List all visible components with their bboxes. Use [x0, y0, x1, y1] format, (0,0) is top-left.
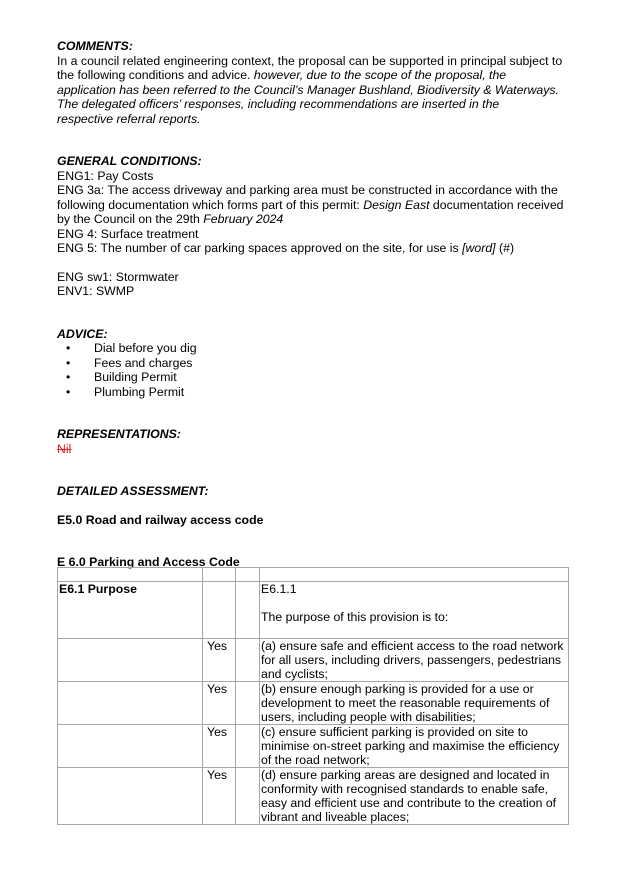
condition-eng3a-cont: following documentation which forms part of this permit: Design East documentation received: [57, 197, 564, 212]
condition-env1: ENV1: SWMP: [57, 284, 135, 298]
bullet-icon: •: [66, 384, 71, 399]
comments-line: the following conditions and advice. however, due to the scope of the proposal, the: [57, 68, 507, 82]
detailed-assessment-heading: DETAILED ASSESSMENT:: [57, 484, 209, 498]
table-row: [58, 568, 569, 582]
clause-intro: The purpose of this provision is to:: [261, 610, 449, 624]
clause-number: E6.1.1: [261, 582, 297, 596]
comments-text: [57, 54, 569, 127]
list-item: • Building Permit: [66, 370, 177, 384]
comments-line: respective referral reports.: [57, 111, 201, 126]
assessment-table: [57, 567, 569, 825]
representations-heading: REPRESENTATIONS:: [57, 427, 181, 441]
table-row: Yes (c) ensure sufficient parking is provided on site to minimise on-street parking and maximise the efficiency of the road network;: [58, 725, 569, 768]
comments-heading: COMMENTS:: [57, 39, 133, 53]
condition-eng3a-cont: by the Council on the 29th February 2024: [57, 212, 284, 226]
advice-heading: ADVICE:: [57, 326, 108, 341]
condition-engsw1: ENG sw1: Stormwater: [57, 269, 179, 284]
status-value: Yes: [207, 639, 228, 653]
comments-line: The delegated officers’ responses, including recommendations are inserted in the: [57, 97, 500, 111]
condition-eng1: ENG1: Pay Costs: [57, 168, 154, 183]
list-item: • Dial before you dig: [66, 341, 197, 355]
table-row: [58, 582, 569, 639]
comments-line: application has been referred to the Council’s Manager Bushland, Biodiversity & Waterways.: [57, 82, 559, 97]
representations-value: Nil: [57, 441, 72, 456]
purpose-label: E6.1 Purpose: [59, 582, 137, 596]
table-row: Yes (b) ensure enough parking is provided for a use or development to meet the reasonable requirements of users, including people with disabilities;: [58, 682, 569, 725]
status-value: Yes: [207, 725, 228, 739]
list-item: • Fees and charges: [66, 355, 193, 370]
condition-eng3a: ENG 3a: The access driveway and parking area must be constructed in accordance with the: [57, 183, 558, 197]
table-row: Yes (a) ensure safe and efficient access to the road network for all users, including drivers, passengers, pedestrians and cyclists;: [58, 639, 569, 682]
list-item: • Plumbing Permit: [66, 384, 185, 399]
document-body: [57, 39, 569, 570]
condition-eng5: ENG 5: The number of car parking spaces approved on the site, for use is [word] (#): [57, 241, 515, 255]
bullet-icon: •: [66, 370, 71, 384]
table-row: Yes (d) ensure parking areas are designed and located in conformity with recognised standards to enable safe, easy and efficient use and contribute to the creation of vibrant and liveable places;: [58, 768, 569, 825]
advice-list: [57, 341, 569, 399]
status-value: Yes: [207, 682, 228, 696]
bullet-icon: •: [66, 341, 71, 355]
comments-line: In a council related engineering context, the proposal can be supported in principal subject to: [57, 53, 563, 68]
status-value: Yes: [207, 768, 228, 782]
general-conditions-heading: GENERAL CONDITIONS:: [57, 154, 202, 168]
e6-heading: E 6.0 Parking and Access Code: [57, 555, 240, 569]
bullet-icon: •: [66, 355, 71, 370]
condition-eng4: ENG 4: Surface treatment: [57, 226, 199, 241]
e5-heading: E5.0 Road and railway access code: [57, 512, 264, 527]
